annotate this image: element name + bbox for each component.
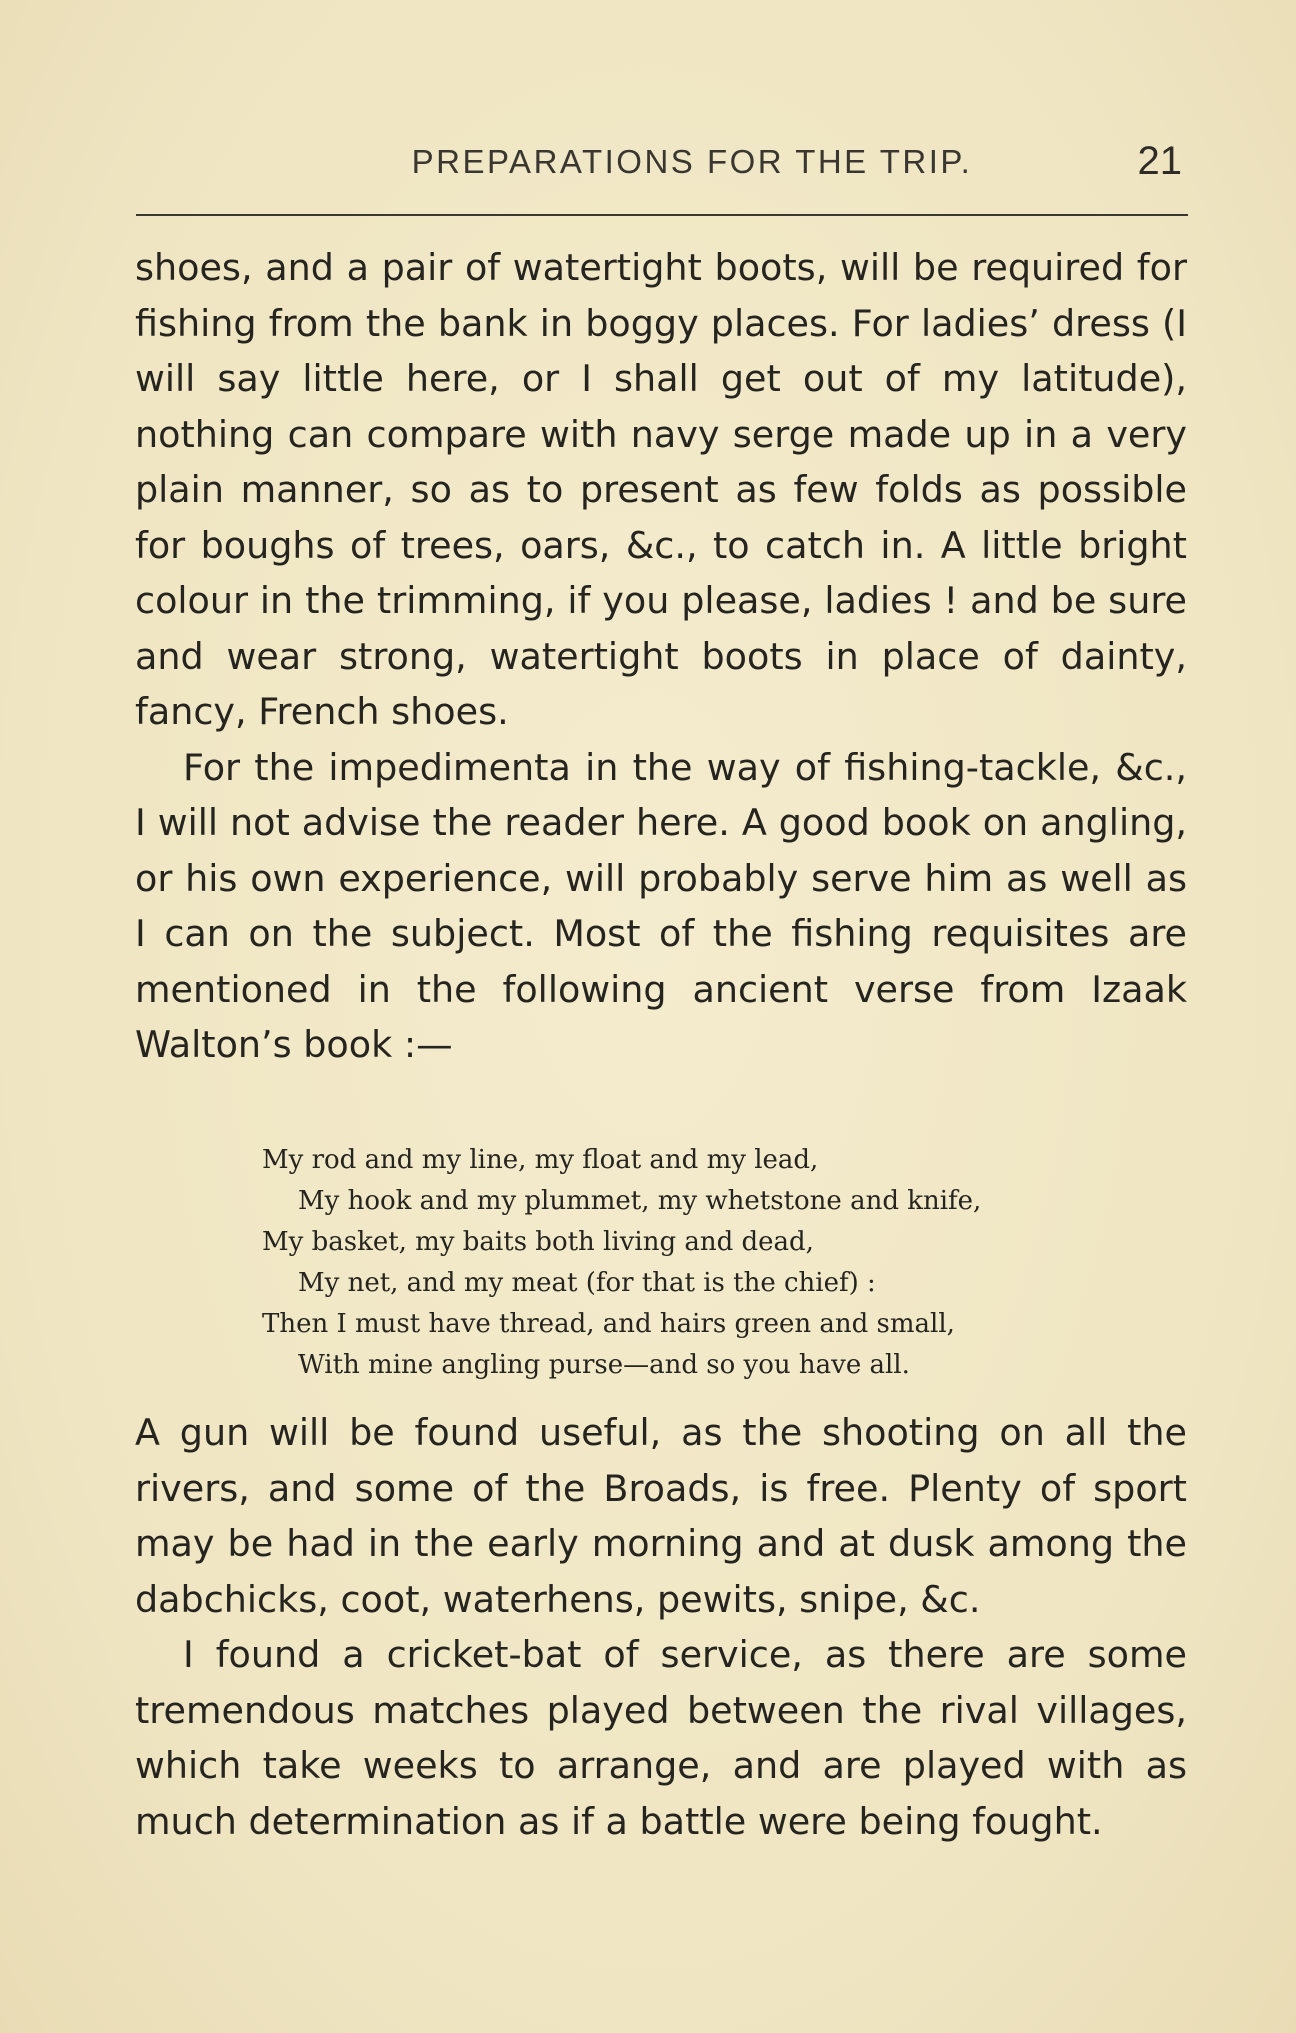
paragraph-ladies-dress: shoes, and a pair of watertight boots, will be required for fishing from the bank in boggy places. For ladies’ dress (I will say little here, or I shall get out of my latitude), nothing can compare with navy serge made up in a very plain manner, so as to present as few folds as possible for boughs of trees, oars, &c., to catch in. A little bright colour in the trimming, if you please, ladies ! and be sure and wear strong, watertight boots in place of dainty, fancy, French shoes.	[135, 246, 1187, 733]
page-number: 21	[1137, 139, 1182, 183]
paragraph-gun: A gun will be found useful, as the shooting on all the rivers, and some of the Broads, is free. Plenty of sport may be had in the early morning and at dusk among the dabchicks, coot, waterhens, pewits, snipe, &c.	[135, 1411, 1187, 1621]
running-head	[136, 139, 1188, 195]
body-text-upper	[135, 240, 1187, 1073]
header-rule	[136, 214, 1188, 216]
verse-line: My basket, my baits both living and dead,	[262, 1227, 814, 1257]
walton-verse	[262, 1140, 1122, 1386]
verse-line: My rod and my line, my float and my lead,	[262, 1145, 819, 1175]
paragraph-fishing-tackle: For the impedimenta in the way of fishing-tackle, &c., I will not advise the reader here. A good book on angling, or his own experience, will probably serve him as well as I can on the subject. Most of the fishing requisites are mentioned in the following ancient verse from Izaak Walton’s book :—	[135, 745, 1187, 1066]
verse-line: My hook and my plummet, my whetstone and knife,	[298, 1186, 982, 1216]
running-title: PREPARATIONS FOR THE TRIP.	[411, 143, 973, 180]
paragraph-cricket-bat: I found a cricket-bat of service, as there are some tremendous matches played between the rival villages, which take weeks to arrange, and are played with as much determination as if a battle were being fought.	[135, 1633, 1187, 1843]
verse-line: My net, and my meat (for that is the chief) :	[298, 1268, 876, 1298]
body-text-lower	[135, 1405, 1187, 1849]
verse-line: Then I must have thread, and hairs green and small,	[262, 1309, 955, 1339]
verse-line: With mine angling purse—and so you have all.	[298, 1350, 910, 1380]
